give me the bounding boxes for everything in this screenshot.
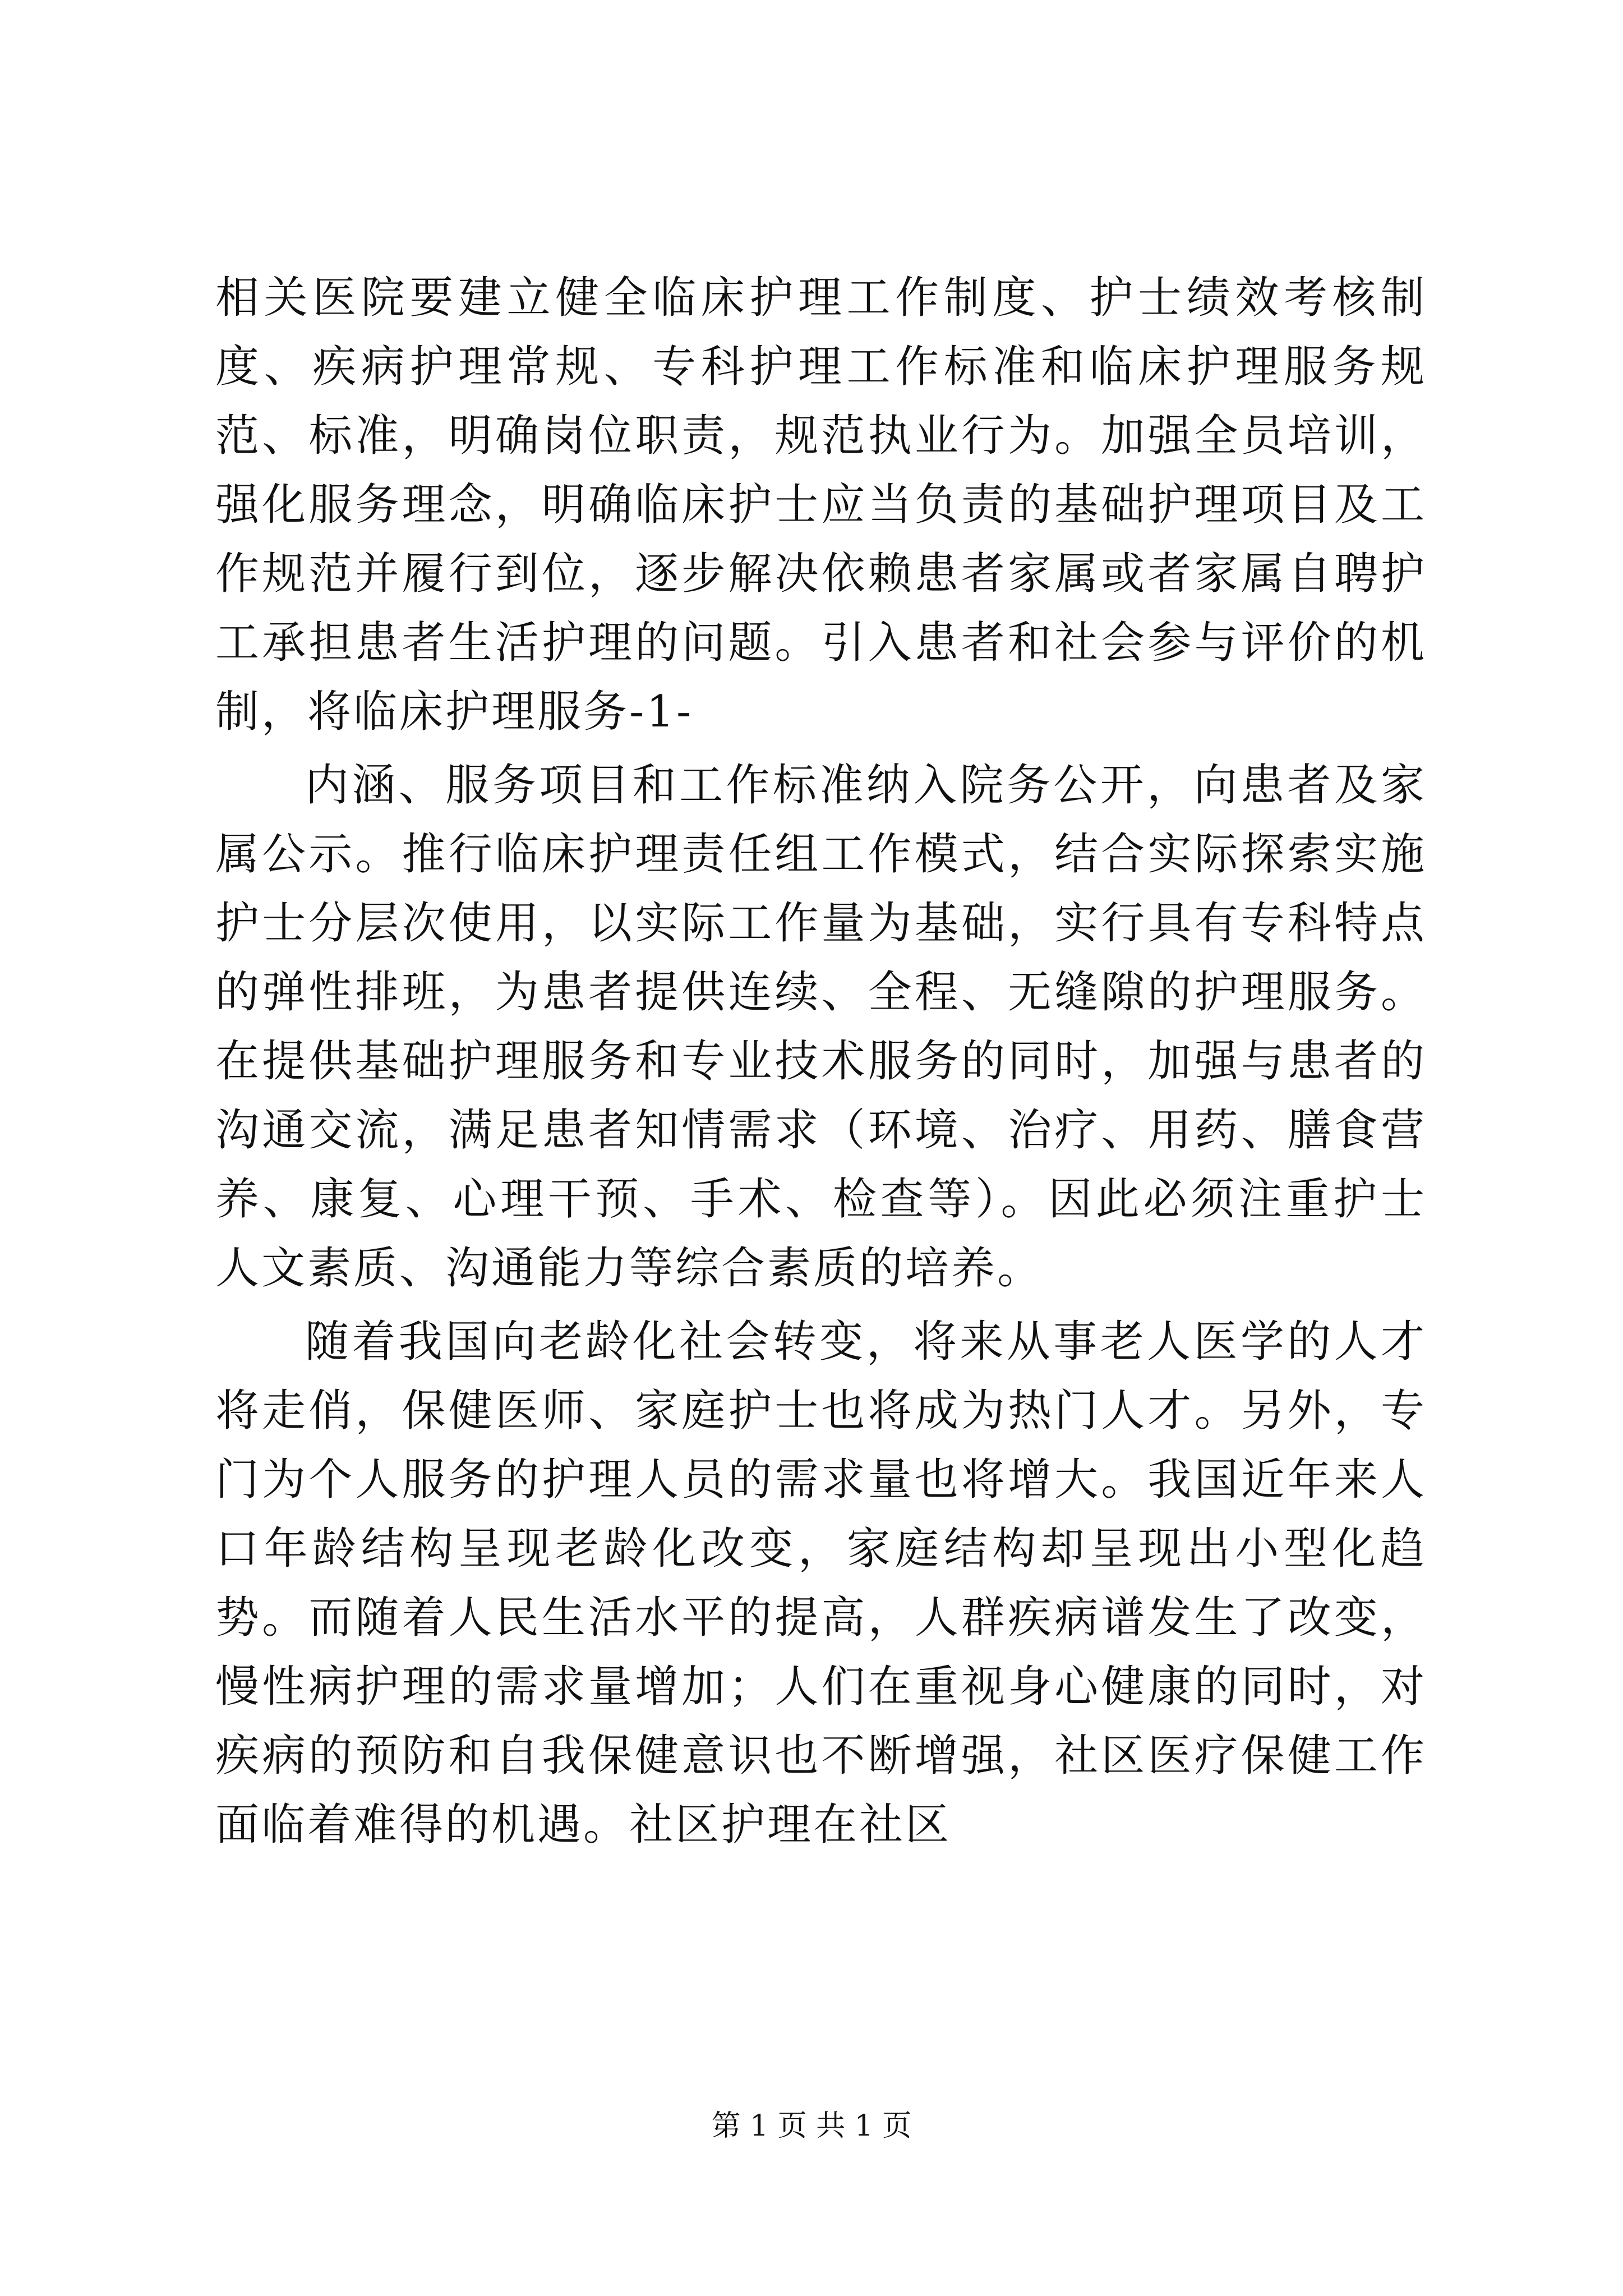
paragraph-1: 相关医院要建立健全临床护理工作制度、护士绩效考核制度、疾病护理常规、专科护理工作标准和临床护理服务规范、标准，明确岗位职责，规范执业行为。加强全员培训，强化服务理念，明确临床护士应当负责的基础护理项目及工作规范并履行到位，逐步解决依赖患者家属或者家属自聘护工承担患者生活护理的问题。引入患者和社会参与评价的机制，将临床护理服务-1- <box>215 273 1427 737</box>
paragraph-2: 内涵、服务项目和工作标准纳入院务公开，向患者及家属公示。推行临床护理责任组工作模式，结合实际探索实施护士分层次使用，以实际工作量为基础，实行具有专科特点的弹性排班，为患者提供连续、全程、无缝隙的护理服务。在提供基础护理服务和专业技术服务的同时，加强与患者的沟通交流，满足患者知情需求（环境、治疗、用药、膳食营养、康复、心理干预、手术、检查等）。因此必须注重护士人文素质、沟通能力等综合素质的培养。 <box>215 760 1427 1294</box>
page-footer: 第 1 页 共 1 页 <box>711 2109 912 2143</box>
document-body <box>215 264 1427 1860</box>
paragraph-3: 随着我国向老龄化社会转变，将来从事老人医学的人才将走俏，保健医师、家庭护士也将成为热门人才。另外，专门为个人服务的护理人员的需求量也将增大。我国近年来人口年龄结构呈现老龄化改变，家庭结构却呈现出小型化趋势。而随着人民生活水平的提高，人群疾病谱发生了改变，慢性病护理的需求量增加；人们在重视身心健康的同时，对疾病的预防和自我保健意识也不断增强，社区医疗保健工作面临着难得的机遇。社区护理在社区 <box>215 1317 1427 1850</box>
